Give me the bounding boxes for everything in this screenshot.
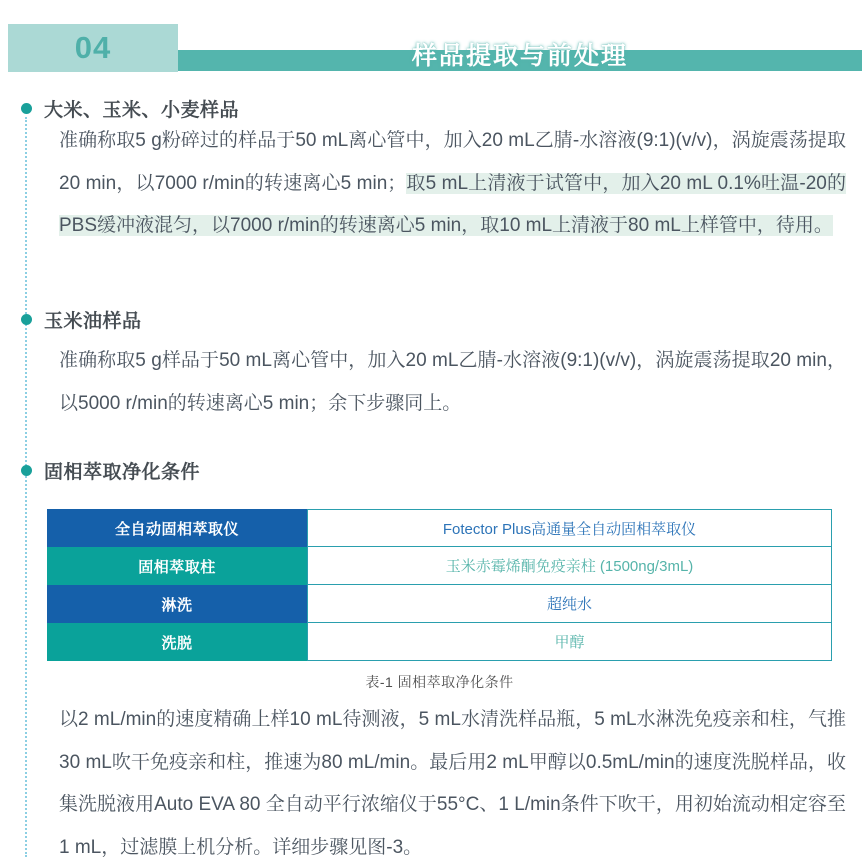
table-row-value: 超纯水 <box>307 585 832 623</box>
table-row <box>47 509 832 547</box>
page-title: 样品提取与前处理 <box>411 42 628 70</box>
paragraph-rice-corn-wheat <box>59 120 846 248</box>
spe-conditions-table <box>47 509 832 661</box>
header-title-bar <box>178 42 862 71</box>
table-row <box>47 623 832 661</box>
table-row-label: 固相萃取柱 <box>47 547 307 585</box>
bullet-icon <box>21 465 32 476</box>
section-title: 固相萃取净化条件 <box>44 462 201 483</box>
section-title: 玉米油样品 <box>44 311 142 332</box>
table-row <box>47 585 832 623</box>
section-heading-corn-oil <box>21 306 142 333</box>
table-row-value: 甲醇 <box>307 623 832 661</box>
section-heading-spe-conditions <box>21 457 200 484</box>
paragraph-corn-oil <box>59 340 846 425</box>
table-row-label: 全自动固相萃取仪 <box>47 509 307 547</box>
table-row-label: 洗脱 <box>47 623 307 661</box>
table-row <box>47 547 832 585</box>
table-row-value: Fotector Plus高通量全自动固相萃取仪 <box>307 509 832 547</box>
section-number: 04 <box>74 30 112 65</box>
paragraph-spe-procedure <box>59 699 846 857</box>
section-heading-rice-corn-wheat <box>21 95 239 122</box>
section-title: 大米、玉米、小麦样品 <box>44 100 240 121</box>
table-caption: 表-1 固相萃取净化条件 <box>365 674 514 690</box>
paragraph-text: 准确称取5 g粉碎过的样品于50 mL离心管中，加入20 mL乙腈-水溶液(9:1)(v/v)，涡旋震荡提取20 min，以7000 r/min的转速离心5 min； <box>59 130 846 194</box>
paragraph-text: 以2 mL/min的速度精确上样10 mL待测液，5 mL水清洗样品瓶，5 mL水淋洗免疫亲和柱，气推30 mL吹干免疫亲和柱，推速为80 mL/min。最后用2 mL甲醇以0.5mL/min的速度洗脱样品，收集洗脱液用Auto EVA 80 全自动平行浓缩仪于55°C、1 L/min条件下吹干，用初始流动相定容至1 mL，过滤膜上机分析。详细步骤见图-3。 <box>59 709 846 857</box>
bullet-icon <box>21 314 32 325</box>
highlighted-text: 取5 mL上清液于试管中，加入20 mL 0.1%吐温-20的PBS缓冲液混匀，以7000 r/min的转速离心5 min，取10 mL上清液于80 mL上样管中，待用。 <box>59 172 846 236</box>
table-row-value: 玉米赤霉烯酮免疫亲柱 (1500ng/3mL) <box>307 547 832 585</box>
timeline-dotted-line <box>25 117 27 857</box>
paragraph-text: 准确称取5 g样品于50 mL离心管中，加入20 mL乙腈-水溶液(9:1)(v/v)，涡旋震荡提取20 min，以5000 r/min的转速离心5 min；余下步骤同上。 <box>59 350 846 414</box>
bullet-icon <box>21 103 32 114</box>
table-row-label: 淋洗 <box>47 585 307 623</box>
section-number-badge <box>8 24 178 72</box>
